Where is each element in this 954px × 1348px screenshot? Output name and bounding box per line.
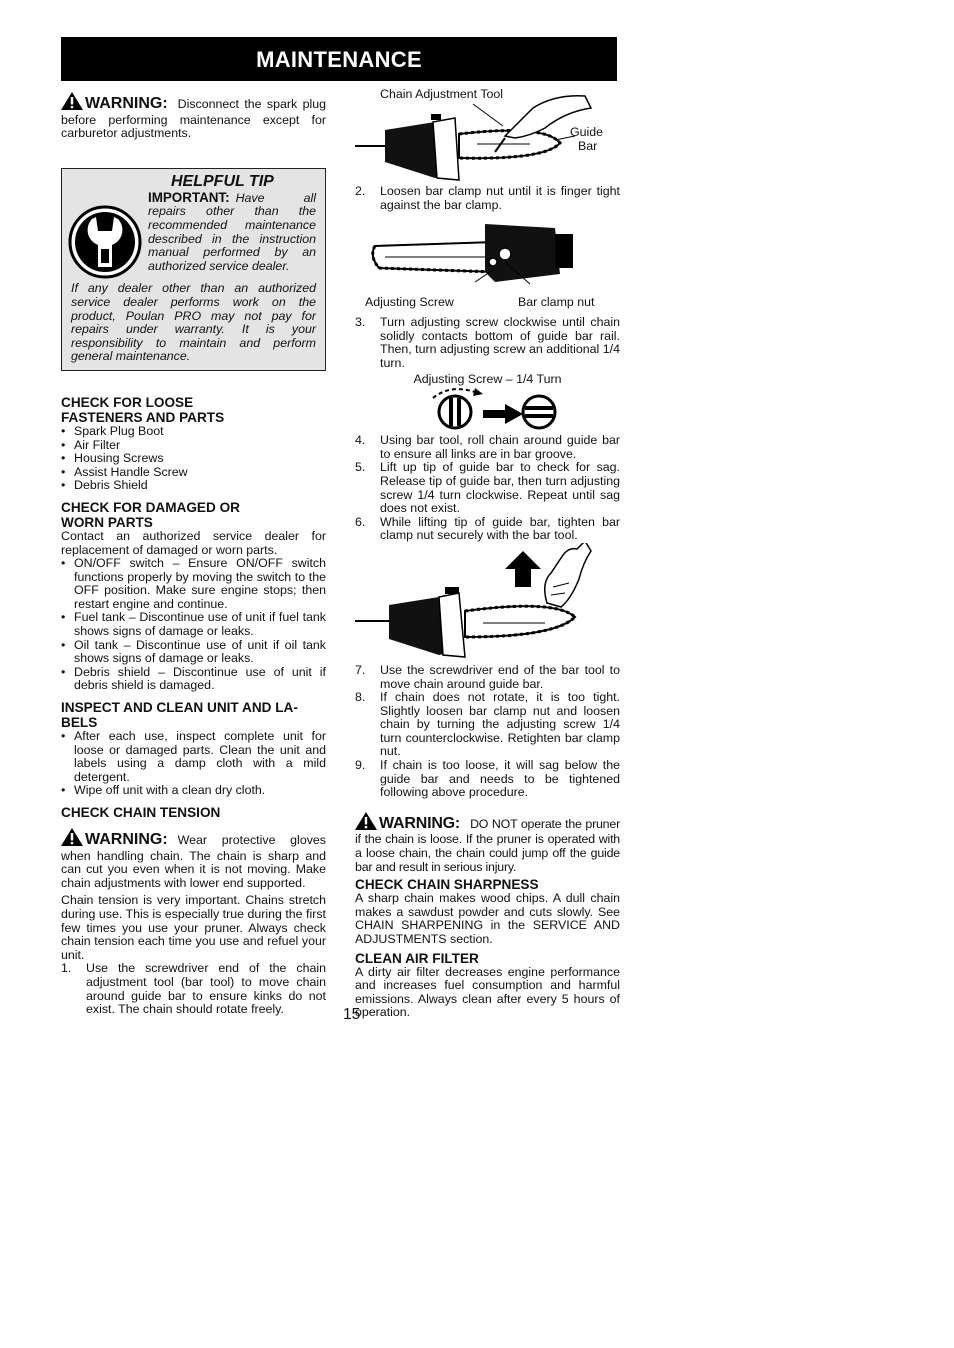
warning-text: DO NOT operate the pruner if the chain is loose. If the pruner is operated with a loose chain, the chain could jump off the guide bar and result in serious injury. xyxy=(355,816,620,874)
wrench-icon xyxy=(68,205,142,283)
figure-label: Bar clamp nut xyxy=(518,295,595,310)
inspect-heading-line1: INSPECT AND CLEAN UNIT AND LA- xyxy=(61,700,298,716)
warning-gloves xyxy=(61,828,326,890)
list-item xyxy=(61,962,326,1016)
tension-paragraph: Chain tension is very important. Chains stretch during use. This is especially true during the first few times you use your pruner. Always check chain tension each time you use and refuel your unit. xyxy=(61,893,326,962)
damaged-list xyxy=(61,557,326,693)
lift-tip-illustration xyxy=(355,543,620,661)
step-text: While lifting tip of guide bar, tighten bar clamp nut securely with the bar tool. xyxy=(380,514,620,543)
steps-2 xyxy=(355,185,620,212)
warning-label: WARNING: xyxy=(85,831,168,848)
sharpness-text: A sharp chain makes wood chips. A dull chain makes a sawdust powder and cuts slowly. See CHAIN SHARPENING in the SERVICE AND ADJUSTMENTS section. xyxy=(355,891,620,946)
air-filter-heading: CLEAN AIR FILTER xyxy=(355,950,479,966)
list-item xyxy=(355,316,620,370)
step-text: If chain is too loose, it will sag below the guide bar and needs to be tightened following above procedure. xyxy=(380,758,620,800)
step-number: 8. xyxy=(355,690,366,705)
loose-heading-line1: CHECK FOR LOOSE xyxy=(61,394,194,410)
list-item xyxy=(355,759,620,800)
list-item: • After each use, inspect complete unit for loose or damaged parts. Clean the unit and labels using a damp cloth with a mild detergent. xyxy=(61,730,326,784)
warning-label: WARNING: xyxy=(379,814,461,832)
warning-text: Wear protective gloves when handling chain. The chain is sharp and can cut you even when it is not moving. Make chain adjustments with lower end supported. xyxy=(61,833,326,890)
right-column xyxy=(355,88,620,1020)
figure-lift-tip xyxy=(355,543,620,661)
steps-7-9 xyxy=(355,664,620,800)
list-item: • ON/OFF switch – Ensure ON/OFF switch functions properly by moving the switch to the OFF position. Make sure engine stops; then restart engine and continue. xyxy=(61,557,326,611)
inspect-heading-line2: BELS xyxy=(61,715,98,731)
damaged-heading-line2: WORN PARTS xyxy=(61,514,153,530)
list-item xyxy=(355,664,620,691)
warning-triangle-icon xyxy=(355,812,377,834)
list-item: • Oil tank – Discontinue use of unit if oil tank shows signs of damage or leaks. xyxy=(61,639,326,666)
list-item xyxy=(355,516,620,543)
important-label: IMPORTANT: xyxy=(148,189,230,205)
quarter-turn-illustration xyxy=(355,386,620,432)
step-number: 7. xyxy=(355,662,366,677)
tension-heading: CHECK CHAIN TENSION xyxy=(61,805,221,820)
air-filter-text: A dirty air filter decreases engine performance and increases fuel consumption and harmful emissions. Always clean after every 5 hours of operation. xyxy=(355,964,620,1020)
helpful-tip-box xyxy=(61,168,326,371)
warning-triangle-icon xyxy=(61,828,83,850)
important-text: Have all repairs other than the recommended maintenance described in the instruction manual performed by an authorized service dealer. xyxy=(148,190,316,273)
tension-steps xyxy=(61,962,326,1016)
step-number: 2. xyxy=(355,184,366,198)
figure-label: Adjusting Screw xyxy=(365,295,454,310)
helpful-tip-title: HELPFUL TIP xyxy=(171,172,274,190)
warning-loose-chain xyxy=(355,812,620,874)
helpful-tip-body xyxy=(71,191,316,364)
page-number: 15 xyxy=(343,1006,361,1023)
figure-bar-clamp xyxy=(355,212,620,310)
step-text: Loosen bar clamp nut until it is finger tight against the bar clamp. xyxy=(380,184,620,212)
step-text: Lift up tip of guide bar to check for sag. Release tip of guide bar, then turn adjusting screw 1/4 turn clockwise. Repeat until sag does not exist. xyxy=(380,460,620,516)
list-item: • Debris Shield xyxy=(61,479,326,493)
step-text: Using bar tool, roll chain around guide bar to ensure all links are in bar groove. xyxy=(380,433,620,461)
warning-disconnect xyxy=(61,92,326,141)
list-item: • Air Filter xyxy=(61,439,326,453)
sharpness-heading: CHECK CHAIN SHARPNESS xyxy=(355,877,539,893)
page-title: MAINTENANCE xyxy=(61,37,617,81)
warning-text: Disconnect the spark plug before performing maintenance except for carburetor adjustments. xyxy=(61,97,326,141)
loose-list xyxy=(61,425,326,493)
figure-quarter-turn xyxy=(355,386,620,432)
figure-label: Chain Adjustment Tool xyxy=(380,87,504,101)
list-item: • Spark Plug Boot xyxy=(61,425,326,439)
list-item: • Assist Handle Screw xyxy=(61,466,326,480)
step-number: 5. xyxy=(355,460,366,475)
left-column xyxy=(61,92,326,1017)
step-number: 6. xyxy=(355,514,366,529)
step-text: If chain does not rotate, it is too tight. Slightly loosen bar clamp nut and loosen chain by turning the adjusting screw 1/4 turn counterclockwise. Retighten bar clamp nut. xyxy=(380,690,620,759)
damaged-intro: Contact an authorized service dealer for replacement of damaged or worn parts. xyxy=(61,528,326,557)
list-item: • Fuel tank – Discontinue use of unit if fuel tank shows signs of damage or leaks. xyxy=(61,611,326,638)
list-item: • Housing Screws xyxy=(61,452,326,466)
list-item xyxy=(355,434,620,461)
loose-heading-line2: FASTENERS AND PARTS xyxy=(61,409,225,425)
warning-label: WARNING: xyxy=(85,95,168,112)
bar-clamp-illustration xyxy=(355,212,620,292)
step-number: 1. xyxy=(61,961,72,976)
list-item: • Wipe off unit with a clean dry cloth. xyxy=(61,784,326,798)
step-number: 3. xyxy=(355,315,366,330)
step-number: 9. xyxy=(355,758,366,773)
step-number: 4. xyxy=(355,433,366,448)
step-text: Use the screwdriver end of the chain adjustment tool (bar tool) to move chain around guide bar to ensure kinks do not exist. The chain should rotate freely. xyxy=(86,961,326,1017)
list-item xyxy=(355,691,620,759)
warning-triangle-icon xyxy=(61,92,83,114)
step-text: Turn adjusting screw clockwise until chain solidly contacts bottom of guide bar rail. Then, turn adjusting screw an additional 1/4 turn. xyxy=(380,315,620,370)
list-item xyxy=(355,461,620,515)
steps-3 xyxy=(355,316,620,370)
damaged-heading-line1: CHECK FOR DAMAGED OR xyxy=(61,499,240,515)
list-item: • Debris shield – Discontinue use of unit if debris shield is damaged. xyxy=(61,666,326,693)
figure-chain-adjustment xyxy=(355,88,620,182)
step-text: Use the screwdriver end of the bar tool to move chain around guide bar. xyxy=(380,662,620,691)
warranty-paragraph: If any dealer other than an authorized service dealer performs work on the product, Poulan PRO may not pay for repairs under warranty. It is your responsibility to maintain and perform general maintenance. xyxy=(71,281,316,364)
list-item xyxy=(355,185,620,212)
figure-caption: Adjusting Screw – 1/4 Turn xyxy=(413,371,562,386)
figure-label: Guide xyxy=(570,125,604,139)
inspect-list xyxy=(61,730,326,798)
steps-4-6 xyxy=(355,434,620,543)
figure-label: Bar xyxy=(578,139,598,153)
